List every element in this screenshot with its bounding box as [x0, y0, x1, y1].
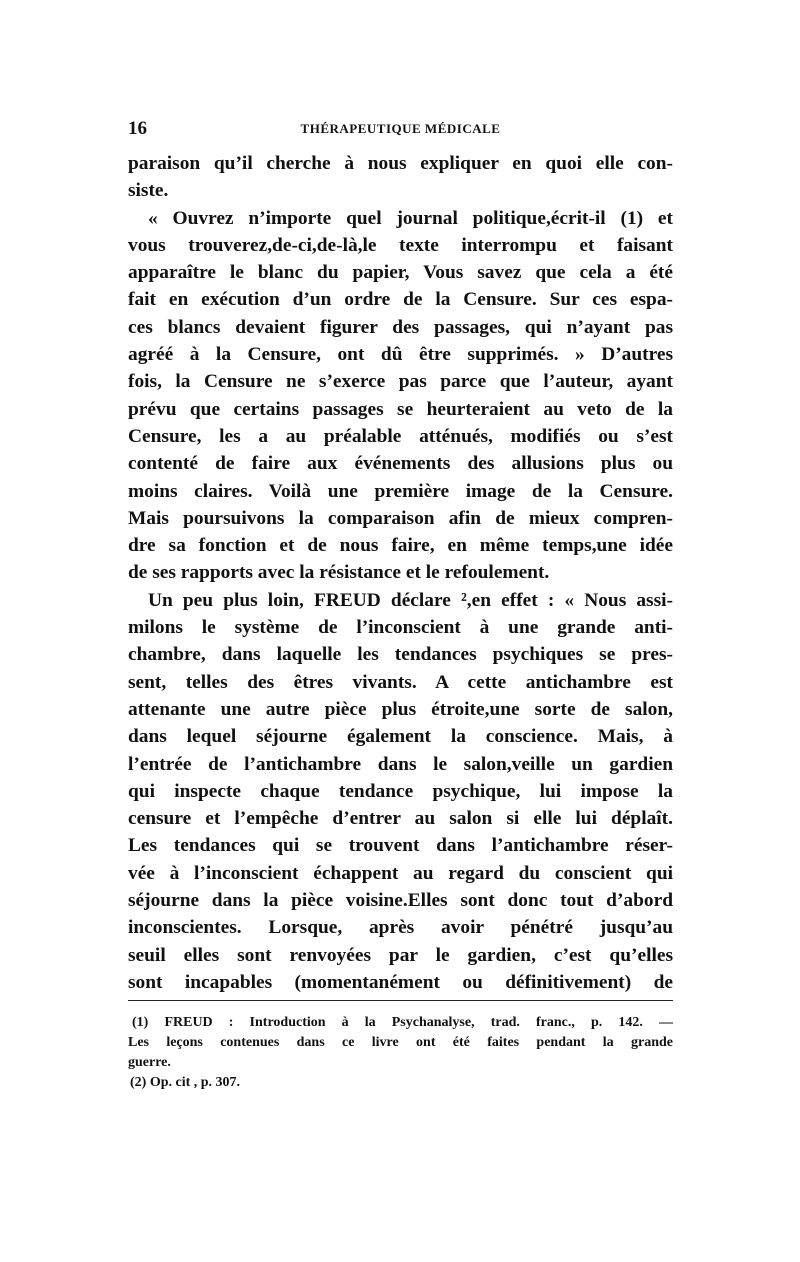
text-line: milons le système de l’inconscient à une grande anti- — [128, 617, 673, 639]
text-line: l’entrée de l’antichambre dans le salon,veille un gardien — [128, 753, 673, 775]
text-line: censure et l’empêche d’entrer au salon si elle lui déplaît. — [128, 808, 673, 830]
body-text — [128, 150, 673, 996]
text-line: agréé à la Censure, ont dû être supprimés. » D’autres — [128, 344, 673, 366]
footnote-line: (1) FREUD : Introduction à la Psychanalyse, trad. franc., p. 142. — — [132, 1015, 673, 1030]
page-number: 16 — [128, 118, 147, 139]
text-line: fait en exécution d’un ordre de la Censure. Sur ces espa- — [128, 289, 673, 311]
footnote-line: Les leçons contenues dans ce livre ont été faites pendant la grande — [128, 1035, 673, 1050]
text-line: inconscientes. Lorsque, après avoir pénétré jusqu’au — [128, 917, 673, 939]
text-line: attenante une autre pièce plus étroite,une sorte de salon, — [128, 698, 673, 720]
text-line: Censure, les a au préalable atténués, modifiés ou s’est — [128, 425, 673, 447]
text-line: vous trouverez,de-ci,de-là,le texte interrompu et faisant — [128, 234, 673, 256]
text-line: vée à l’inconscient échappent au regard du conscient qui — [128, 862, 673, 884]
text-line: paraison qu’il cherche à nous expliquer en quoi elle con- — [128, 153, 673, 174]
text-line: siste. — [128, 180, 169, 202]
text-line: chambre, dans laquelle les tendances psychiques se pres- — [128, 644, 673, 666]
text-line: apparaître le blanc du papier, Vous savez que cela a été — [128, 262, 673, 284]
text-line: dre sa fonction et de nous faire, en même temps,une idée — [128, 535, 673, 557]
text-line: sent, telles des êtres vivants. A cette antichambre est — [128, 671, 673, 693]
footnote-divider — [128, 1000, 673, 1001]
text-line: seuil elles sont renvoyées par le gardien, c’est qu’elles — [128, 944, 673, 966]
footnotes — [128, 1013, 673, 1093]
page-header — [128, 118, 673, 140]
text-line: prévu que certains passages se heurteraient au veto de la — [128, 398, 673, 420]
text-line: Les tendances qui se trouvent dans l’antichambre réser- — [128, 835, 673, 857]
text-line: Mais poursuivons la comparaison afin de mieux compren- — [128, 507, 673, 529]
footnote-line: (2) Op. cit , p. 307. — [130, 1075, 241, 1090]
text-line: contenté de faire aux événements des allusions plus ou — [128, 453, 673, 475]
text-line: Un peu plus loin, FREUD déclare ²,en effet : « Nous assi- — [148, 589, 673, 611]
text-line: moins claires. Voilà une première image de la Censure. — [128, 480, 673, 502]
footnote-line: guerre. — [128, 1055, 171, 1070]
text-line: sont incapables (momentanément ou définitivement) de — [128, 971, 673, 993]
text-line: qui inspecte chaque tendance psychique, lui impose la — [128, 780, 673, 802]
text-line: de ses rapports avec la résistance et le refoulement. — [128, 562, 550, 584]
text-line: fois, la Censure ne s’exerce pas parce que l’auteur, ayant — [128, 371, 673, 393]
text-line: ces blancs devaient figurer des passages, qui n’ayant pas — [128, 316, 673, 338]
running-title: THÉRAPEUTIQUE MÉDICALE — [300, 121, 501, 136]
text-line: « Ouvrez n’importe quel journal politique,écrit-il (1) et — [148, 207, 673, 229]
text-line: dans lequel séjourne également la conscience. Mais, à — [128, 726, 673, 748]
text-line: séjourne dans la pièce voisine.Elles sont donc tout d’abord — [128, 890, 673, 912]
